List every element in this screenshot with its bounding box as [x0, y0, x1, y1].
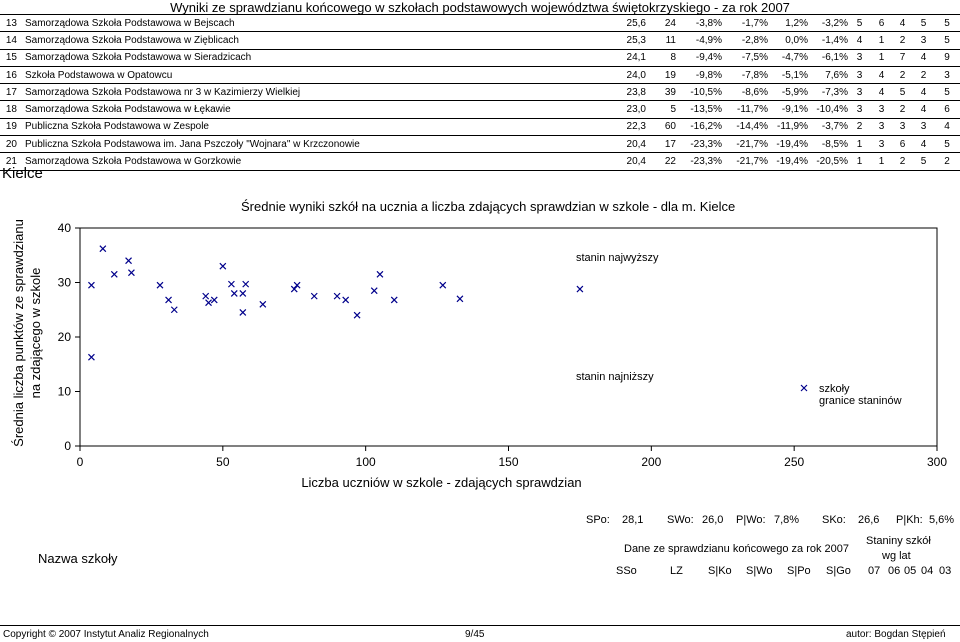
summary-sko-label: SKo: [822, 514, 846, 526]
table-cell-p4: 7,6% [808, 66, 848, 83]
section-title: Kielce [2, 165, 43, 182]
data-point [126, 258, 132, 264]
table-cell-no: 17 [0, 84, 21, 101]
table-cell-p4: -8,5% [808, 136, 848, 153]
table-cell-score: 20,4 [618, 136, 646, 153]
table-cell-p4: -3,7% [808, 118, 848, 135]
x-tick-label: 100 [355, 455, 376, 469]
summary-pkh-value: 5,6% [929, 514, 955, 526]
plot-frame [80, 228, 937, 446]
table-cell-s2: 4 [871, 66, 892, 83]
table-cell-no: 15 [0, 49, 21, 66]
table-cell-p4: -7,3% [808, 84, 848, 101]
table-cell-s1: 3 [848, 66, 871, 83]
summary-swo-value: 26,0 [702, 514, 724, 526]
table-cell-p4: -3,2% [808, 15, 848, 32]
annotation-low: stanin najniższy [576, 371, 654, 383]
summary-pkh-label: P|Kh: [896, 514, 923, 526]
table-cell-s1: 3 [848, 101, 871, 118]
table-cell-s2: 1 [871, 49, 892, 66]
y-tick-label: 30 [57, 275, 71, 290]
table-cell-p3: -19,4% [768, 153, 808, 170]
table-row [0, 66, 960, 83]
table-cell-s1: 1 [848, 153, 871, 170]
table-cell-p2: -7,5% [722, 49, 768, 66]
table-cell-s4: 4 [913, 84, 934, 101]
table-cell-p2: -21,7% [722, 136, 768, 153]
table-row [0, 101, 960, 118]
data-point [354, 312, 360, 318]
year-03: 03 [939, 565, 952, 577]
table-cell-s2: 3 [871, 101, 892, 118]
table-cell-s3: 2 [892, 153, 913, 170]
table-cell-s3: 3 [892, 118, 913, 135]
x-tick-label: 250 [784, 455, 805, 469]
table-cell-p3: -4,7% [768, 49, 808, 66]
table-cell-s2: 1 [871, 153, 892, 170]
x-tick-label: 150 [498, 455, 519, 469]
table-cell-p3: -9,1% [768, 101, 808, 118]
data-point [240, 290, 246, 296]
table-cell-p4: -6,1% [808, 49, 848, 66]
year-07: 07 [868, 565, 881, 577]
table-cell-s3: 4 [892, 15, 913, 32]
column-lz: LZ [670, 565, 683, 577]
column-spo: S|Po [787, 565, 811, 577]
table-cell-score: 23,8 [618, 84, 646, 101]
table-cell-s2: 3 [871, 118, 892, 135]
table-cell-score: 20,4 [618, 153, 646, 170]
table-cell-p1: -23,3% [676, 153, 722, 170]
footer-page: 9/45 [465, 629, 485, 640]
y-tick-label: 0 [64, 439, 71, 453]
table-cell-s5: 9 [934, 49, 960, 66]
table-cell-p3: -5,1% [768, 66, 808, 83]
y-axis-label-line1: Średnia liczba punktów ze sprawdzianu [11, 219, 26, 447]
table-cell-s2: 6 [871, 15, 892, 32]
table-cell-p4: -10,4% [808, 101, 848, 118]
table-cell-s1: 3 [848, 84, 871, 101]
table-cell-count: 8 [646, 49, 676, 66]
table-cell-p4: -20,5% [808, 153, 848, 170]
year-04: 04 [921, 565, 934, 577]
footer-author: autor: Bogdan Stępień [846, 629, 946, 640]
table-cell-s1: 5 [848, 15, 871, 32]
table-cell-p2: -1,7% [722, 15, 768, 32]
year-06: 06 [888, 565, 901, 577]
table-row [0, 49, 960, 66]
table-cell-s2: 1 [871, 32, 892, 49]
page-header-title: Wyniki ze sprawdzianu końcowego w szkołach podstawowych województwa świętokrzyskiego - za rok 2007 [170, 0, 790, 15]
footer-divider [0, 625, 960, 626]
table-cell-s4: 3 [913, 32, 934, 49]
summary-sko-value: 26,6 [858, 514, 880, 526]
table-cell-s4: 2 [913, 66, 934, 83]
table-cell-s5: 6 [934, 101, 960, 118]
table-cell-s4: 5 [913, 153, 934, 170]
table-cell-s2: 3 [871, 136, 892, 153]
table-cell-s5: 3 [934, 66, 960, 83]
x-tick-label: 300 [926, 455, 948, 469]
column-sgo: S|Go [826, 565, 851, 577]
legend-marker-icon [801, 385, 807, 391]
table-cell-s1: 3 [848, 49, 871, 66]
staniny-label-1: Staniny szkół [866, 535, 931, 547]
table-cell-count: 11 [646, 32, 676, 49]
data-point [291, 286, 297, 292]
table-cell-p3: 0,0% [768, 32, 808, 49]
data-point [240, 309, 246, 315]
table-cell-s5: 5 [934, 136, 960, 153]
y-tick-label: 20 [57, 330, 71, 344]
data-point [88, 354, 94, 360]
staniny-label-2: wg lat [882, 550, 911, 562]
summary-swo-label: SWo: [667, 514, 694, 526]
table-cell-s5: 5 [934, 32, 960, 49]
data-point [100, 246, 106, 252]
y-axis-label-line2: na zdającego w szkole [28, 267, 43, 399]
table-cell-s4: 5 [913, 15, 934, 32]
table-cell-count: 24 [646, 15, 676, 32]
data-point [260, 301, 266, 307]
table-cell-p1: -16,2% [676, 118, 722, 135]
data-point [343, 297, 349, 303]
table-cell-s3: 2 [892, 32, 913, 49]
x-tick-label: 0 [76, 455, 84, 469]
table-cell-s5: 5 [934, 15, 960, 32]
table-cell-p3: -5,9% [768, 84, 808, 101]
table-cell-s4: 4 [913, 136, 934, 153]
table-cell-no: 14 [0, 32, 21, 49]
table-cell-name: Samorządowa Szkoła Podstawowa w Zięblicach [21, 32, 618, 49]
data-point [88, 282, 94, 288]
table-cell-no: 21 [0, 153, 21, 170]
chart-title: Średnie wyniki szkół na ucznia a liczba zdających sprawdzian w szkole - dla m. Kielce [241, 199, 736, 214]
data-point [211, 297, 217, 303]
table-cell-name: Samorządowa Szkoła Podstawowa w Sieradzicach [21, 49, 618, 66]
data-point [391, 297, 397, 303]
data-point [334, 293, 340, 299]
schools-table [0, 14, 960, 171]
data-point [231, 290, 237, 296]
data-point [371, 288, 377, 294]
table-cell-s2: 4 [871, 84, 892, 101]
table-cell-p1: -9,8% [676, 66, 722, 83]
scatter-chart [0, 212, 960, 512]
table-row [0, 136, 960, 153]
data-point [206, 300, 212, 306]
table-row [0, 84, 960, 101]
table-cell-s3: 7 [892, 49, 913, 66]
table-cell-score: 23,0 [618, 101, 646, 118]
table-cell-p2: -14,4% [722, 118, 768, 135]
column-sko: S|Ko [708, 565, 732, 577]
summary-spo-label: SPo: [586, 514, 610, 526]
data-point [440, 282, 446, 288]
table-cell-name: Samorządowa Szkoła Podstawowa w Bejscach [21, 15, 618, 32]
table-cell-name: Szkoła Podstawowa w Opatowcu [21, 66, 618, 83]
table-cell-p2: -8,6% [722, 84, 768, 101]
table-row [0, 153, 960, 170]
table-cell-p1: -10,5% [676, 84, 722, 101]
table-cell-p2: -2,8% [722, 32, 768, 49]
table-cell-s4: 4 [913, 49, 934, 66]
table-cell-p3: -19,4% [768, 136, 808, 153]
table-cell-s4: 3 [913, 118, 934, 135]
data-point [157, 282, 163, 288]
x-tick-label: 200 [641, 455, 662, 469]
table-cell-name: Publiczna Szkoła Podstawowa w Zespole [21, 118, 618, 135]
data-point [294, 282, 300, 288]
table-cell-s1: 2 [848, 118, 871, 135]
table-cell-count: 60 [646, 118, 676, 135]
table-cell-s3: 6 [892, 136, 913, 153]
table-cell-p2: -11,7% [722, 101, 768, 118]
table-cell-p1: -13,5% [676, 101, 722, 118]
data-point [243, 281, 249, 287]
data-point [220, 263, 226, 269]
table-cell-name: Samorządowa Szkoła Podstawowa nr 3 w Kazimierzy Wielkiej [21, 84, 618, 101]
table-cell-p1: -3,8% [676, 15, 722, 32]
table-cell-no: 16 [0, 66, 21, 83]
table-cell-s5: 4 [934, 118, 960, 135]
legend-label-schools: szkoły [819, 383, 850, 395]
data-point [457, 296, 463, 302]
data-point [228, 281, 234, 287]
table-cell-name: Samorządowa Szkoła Podstawowa w Łękawie [21, 101, 618, 118]
table-cell-s3: 2 [892, 66, 913, 83]
table-cell-count: 19 [646, 66, 676, 83]
table-cell-no: 20 [0, 136, 21, 153]
table-cell-p1: -23,3% [676, 136, 722, 153]
table-cell-p3: 1,2% [768, 15, 808, 32]
data-point [111, 271, 117, 277]
data-point [128, 270, 134, 276]
table-cell-p1: -4,9% [676, 32, 722, 49]
y-tick-label: 40 [57, 221, 71, 235]
table-cell-p2: -21,7% [722, 153, 768, 170]
table-cell-score: 25,3 [618, 32, 646, 49]
table-cell-score: 24,1 [618, 49, 646, 66]
table-cell-s5: 5 [934, 84, 960, 101]
table-cell-s3: 2 [892, 101, 913, 118]
table-cell-no: 18 [0, 101, 21, 118]
x-axis-label: Liczba uczniów w szkole - zdających sprawdzian [301, 475, 582, 490]
annotation-high: stanin najwyższy [576, 252, 659, 264]
table-cell-score: 22,3 [618, 118, 646, 135]
table-cell-p3: -11,9% [768, 118, 808, 135]
summary-pwo-label: P|Wo: [736, 514, 766, 526]
data-point [377, 271, 383, 277]
column-sso: SSo [616, 565, 637, 577]
summary-pwo-value: 7,8% [774, 514, 800, 526]
table-cell-no: 13 [0, 15, 21, 32]
table-row [0, 32, 960, 49]
table-cell-score: 25,6 [618, 15, 646, 32]
table-cell-count: 5 [646, 101, 676, 118]
summary-spo-value: 28,1 [622, 514, 644, 526]
table-cell-s1: 1 [848, 136, 871, 153]
data-point [311, 293, 317, 299]
x-tick-label: 50 [216, 455, 230, 469]
table-cell-count: 22 [646, 153, 676, 170]
data-point [577, 286, 583, 292]
data-point [166, 297, 172, 303]
table-cell-count: 17 [646, 136, 676, 153]
table-cell-s3: 5 [892, 84, 913, 101]
table-cell-no: 19 [0, 118, 21, 135]
data-point [203, 293, 209, 299]
y-tick-label: 10 [57, 384, 71, 399]
table-cell-score: 24,0 [618, 66, 646, 83]
table-cell-s4: 4 [913, 101, 934, 118]
table-cell-s1: 4 [848, 32, 871, 49]
table-cell-name: Publiczna Szkoła Podstawowa im. Jana Pszczoły "Wojnara" w Krzczonowie [21, 136, 618, 153]
data-title: Dane ze sprawdzianu końcowego za rok 2007 [624, 543, 850, 555]
data-point [171, 307, 177, 313]
table-cell-p1: -9,4% [676, 49, 722, 66]
column-swo: S|Wo [746, 565, 773, 577]
table-cell-name: Samorządowa Szkoła Podstawowa w Gorzkowie [21, 153, 618, 170]
table-cell-p2: -7,8% [722, 66, 768, 83]
school-name-label: Nazwa szkoły [38, 551, 118, 566]
table-row [0, 15, 960, 32]
table-cell-count: 39 [646, 84, 676, 101]
year-05: 05 [904, 565, 917, 577]
table-cell-s5: 2 [934, 153, 960, 170]
table-row [0, 118, 960, 135]
legend-label-bounds: granice staninów [819, 395, 902, 407]
table-cell-p4: -1,4% [808, 32, 848, 49]
footer-copyright: Copyright © 2007 Instytut Analiz Regionalnych [3, 629, 209, 640]
